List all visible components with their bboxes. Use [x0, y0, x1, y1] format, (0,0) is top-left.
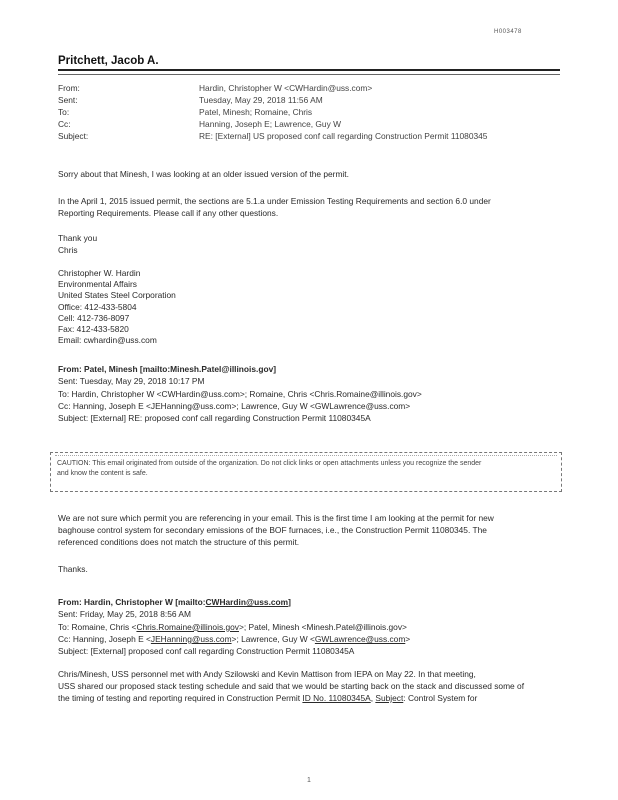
msg3-cc-mid: >; Lawrence, Guy W < — [231, 633, 315, 644]
msg3-cc-email-link-1[interactable]: JEHanning@uss.com — [150, 633, 232, 644]
msg2-body-line-2: baghouse control system for secondary emissions of the BOF furnaces, i.e., the Construction Permit 11080345. The — [58, 525, 487, 535]
msg3-subject-link[interactable]: Subject — [375, 693, 404, 703]
subject-label: Subject: — [58, 131, 89, 141]
signature-name: Christopher W. Hardin — [58, 268, 141, 278]
sent-value: Tuesday, May 29, 2018 11:56 AM — [199, 95, 323, 105]
msg2-subject: Subject: [External] RE: proposed conf call regarding Construction Permit 11080345A — [58, 413, 371, 424]
to-value: Patel, Minesh; Romaine, Chris — [199, 107, 313, 117]
msg3-body-line-3-suffix: : Control System for — [403, 693, 478, 703]
header-rule — [58, 69, 560, 75]
msg2-from: From: Patel, Minesh [mailto:Minesh.Patel@illinois.gov] — [58, 364, 277, 374]
msg3-body-line-3-mid: , — [370, 693, 376, 703]
caution-line-1: CAUTION: This email originated from outside of the organization. Do not click links or open attachments unless you recognize the sender — [57, 460, 482, 467]
subject-value: RE: [External] US proposed conf call regarding Construction Permit 11080345 — [199, 131, 488, 141]
body-paragraph-2 — [58, 195, 560, 219]
msg3-body — [58, 668, 560, 704]
bates-number: H003478 — [494, 29, 522, 35]
msg3-from-email-link[interactable]: CWHardin@uss.com — [205, 597, 289, 607]
from-value: Hardin, Christopher W <CWHardin@uss.com> — [199, 83, 373, 93]
signature-cell: Cell: 412-736-8097 — [58, 312, 130, 323]
cc-label: Cc: — [58, 119, 71, 129]
msg3-permit-id-link[interactable]: ID No. 11080345A — [302, 693, 371, 703]
msg2-body-line-3: referenced conditions does not match the structure of this permit. — [58, 537, 300, 547]
msg3-sent: Sent: Friday, May 25, 2018 8:56 AM — [58, 609, 191, 620]
msg3-subject: Subject: [External] proposed conf call regarding Construction Permit 11080345A — [58, 646, 355, 657]
body-paragraph-2-line-1: In the April 1, 2015 issued permit, the sections are 5.1.a under Emission Testing Requirements and section 6.0 under — [58, 196, 491, 206]
msg3-body-line-2: USS shared our proposed stack testing schedule and said that we would be starting back on the stack and discussed some of — [58, 681, 525, 691]
to-label: To: — [58, 107, 70, 117]
signature-company: United States Steel Corporation — [58, 290, 176, 301]
msg3-from-prefix: From: Hardin, Christopher W [mailto: — [58, 597, 206, 607]
msg3-from-suffix: ] — [288, 597, 291, 607]
msg3-to-prefix: To: Romaine, Chris < — [58, 621, 137, 632]
signature-email: Email: cwhardin@uss.com — [58, 335, 157, 346]
from-label: From: — [58, 83, 80, 93]
caution-line-2: and know the content is safe. — [57, 470, 148, 477]
msg2-sent: Sent: Tuesday, May 29, 2018 10:17 PM — [58, 376, 205, 387]
signature-fax: Fax: 412-433-5820 — [58, 324, 129, 335]
external-caution-banner — [50, 452, 562, 492]
forwarded-header-3 — [58, 596, 560, 657]
signature-dept: Environmental Affairs — [58, 279, 137, 290]
closing — [58, 232, 560, 256]
msg3-to-rest: >; Patel, Minesh <Minesh.Patel@illinois.gov> — [238, 621, 407, 632]
caution-border-strip — [55, 455, 557, 457]
signature-office: Office: 412-433-5804 — [58, 301, 137, 312]
msg3-body-line-3-prefix: the timing of testing and reporting required in Construction Permit — [58, 693, 303, 703]
forwarded-header-2 — [58, 363, 560, 424]
closing-thanks: Thank you — [58, 233, 98, 243]
closing-name: Chris — [58, 245, 78, 255]
msg3-to-email-link[interactable]: Chris.Romaine@illinois.gov — [136, 621, 239, 632]
msg2-body-line-1: We are not sure which permit you are referencing in your email. This is the first time I am looking at the permit for new — [58, 513, 494, 523]
body-paragraph-1: Sorry about that Minesh, I was looking at an older issued version of the permit. — [58, 169, 349, 179]
msg2-thanks: Thanks. — [58, 564, 88, 574]
msg2-cc: Cc: Hanning, Joseph E <JEHanning@uss.com>; Lawrence, Guy W <GWLawrence@uss.com> — [58, 400, 411, 411]
sent-label: Sent: — [58, 95, 78, 105]
msg3-cc-prefix: Cc: Hanning, Joseph E < — [58, 633, 151, 644]
body-paragraph-2-line-2: Reporting Requirements. Please call if any other questions. — [58, 208, 279, 218]
signature-block — [58, 268, 560, 346]
mailbox-owner-name: Pritchett, Jacob A. — [58, 55, 159, 67]
msg3-body-line-1: Chris/Minesh, USS personnel met with Andy Szilowski and Kevin Mattison from IEPA on May 22. In that meeting, — [58, 669, 476, 679]
msg3-cc-suffix: > — [405, 633, 411, 644]
cc-value: Hanning, Joseph E; Lawrence, Guy W — [199, 119, 341, 129]
msg2-to: To: Hardin, Christopher W <CWHardin@uss.com>; Romaine, Chris <Chris.Romaine@illinois.gov> — [58, 388, 422, 399]
msg2-body — [58, 512, 560, 548]
msg3-cc-email-link-2[interactable]: GWLawrence@uss.com — [314, 633, 406, 644]
page-number: 1 — [307, 777, 311, 784]
